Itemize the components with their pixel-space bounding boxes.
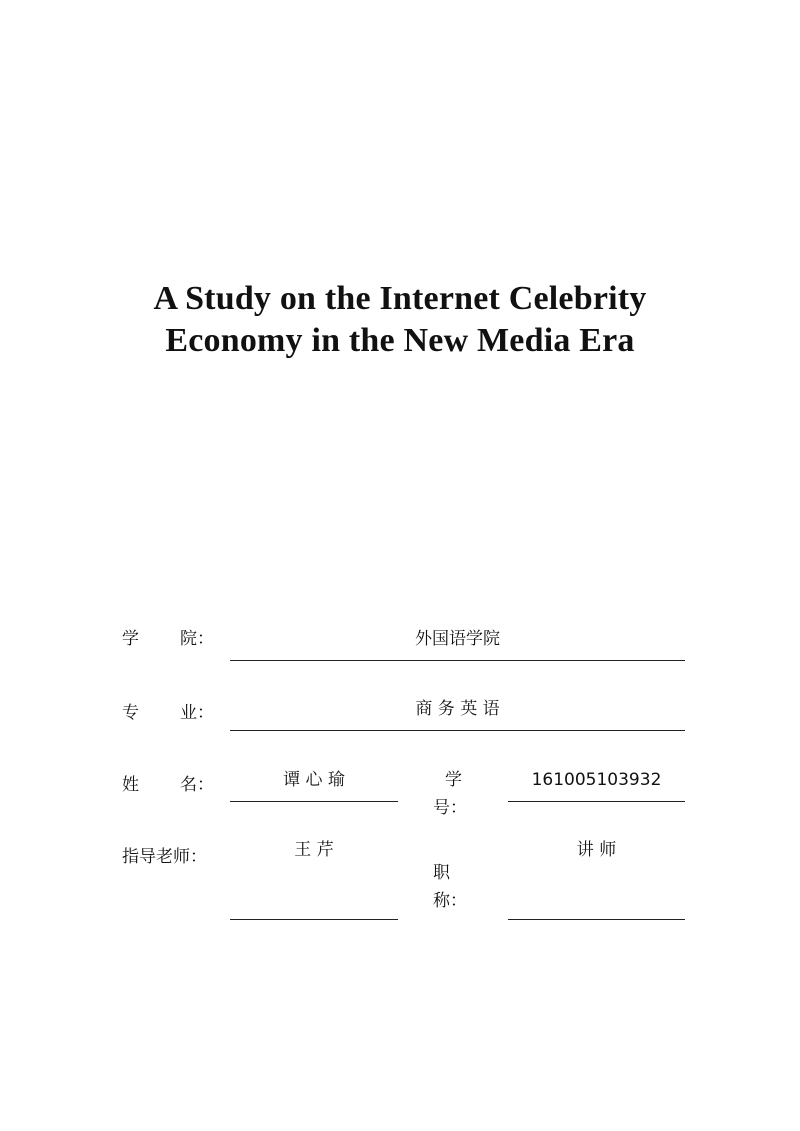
advisor-value: 王 芹 [294,840,334,860]
advisor-label: 指导老师： [122,847,207,867]
major-value: 商 务 英 语 [415,699,500,719]
advisor-title-value: 讲 师 [576,840,617,860]
student-id-label: 学 号： [433,770,467,818]
advisor-title-label: 职 称： [433,863,467,911]
college-value: 外国语学院 [415,629,500,649]
college-label: 学 院： [122,629,214,649]
thesis-title-line-1: A Study on the Internet Celebrity [153,280,647,317]
thesis-title-line-2: Economy in the New Media Era [165,322,635,359]
college-underline [230,660,685,661]
name-label: 姓 名： [122,775,214,795]
major-label: 专 业： [122,703,214,723]
student-id-value: 161005103932 [531,770,662,790]
student-id-underline [508,801,685,802]
major-underline [230,730,685,731]
thesis-title [0,278,800,362]
name-value: 谭 心 瑜 [283,770,345,790]
name-underline [230,801,398,802]
advisor-underline [230,919,398,920]
advisor-title-underline [508,919,685,920]
